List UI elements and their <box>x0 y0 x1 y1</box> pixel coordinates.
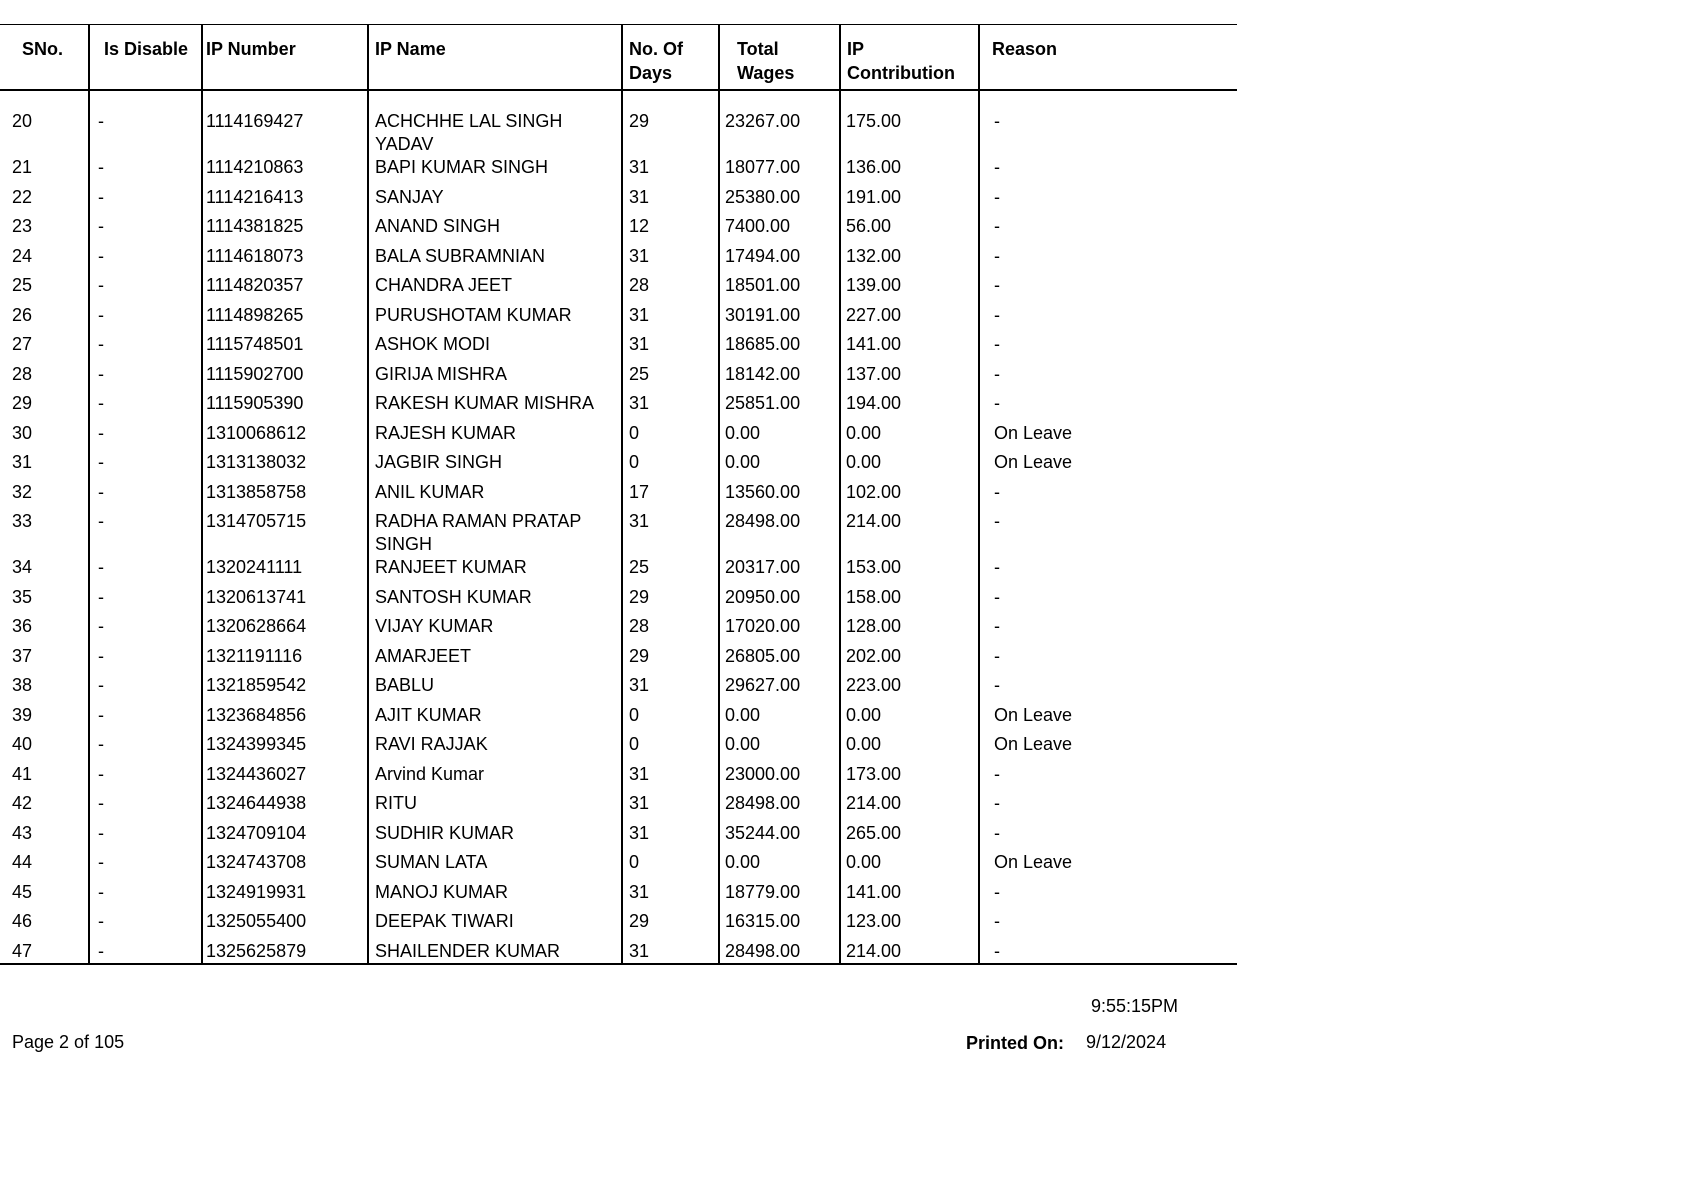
cell-no-of-days: 28 <box>622 615 719 645</box>
cell-is-disable: - <box>89 333 202 363</box>
cell-is-disable: - <box>89 90 202 156</box>
printed-on-date: 9/12/2024 <box>1086 1032 1167 1052</box>
cell-ip-name: SANJAY <box>368 186 622 216</box>
cell-total-wages: 25380.00 <box>719 186 840 216</box>
cell-ip-number: 1323684856 <box>202 704 368 734</box>
cell-ip-name: JAGBIR SINGH <box>368 451 622 481</box>
cell-total-wages: 17020.00 <box>719 615 840 645</box>
cell-is-disable: - <box>89 910 202 940</box>
cell-ip-name: RAKESH KUMAR MISHRA <box>368 392 622 422</box>
cell-sno: 33 <box>0 510 89 556</box>
cell-ip-contribution: 141.00 <box>840 333 979 363</box>
cell-is-disable: - <box>89 556 202 586</box>
cell-sno: 42 <box>0 792 89 822</box>
cell-sno: 21 <box>0 156 89 186</box>
cell-reason: - <box>994 111 1000 131</box>
cell-no-of-days: 28 <box>622 274 719 304</box>
header-ip-name: IP Name <box>368 25 622 91</box>
table-row <box>0 763 1237 793</box>
cell-reason: On Leave <box>994 704 1073 725</box>
header-total-wages <box>719 25 840 91</box>
cell-is-disable: - <box>89 586 202 616</box>
cell-no-of-days: 29 <box>622 586 719 616</box>
cell-sno: 30 <box>0 422 89 452</box>
cell-total-wages: 28498.00 <box>719 792 840 822</box>
header-reason: Reason <box>979 25 1237 91</box>
table-row <box>0 186 1237 216</box>
cell-ip-name: ACHCHHE LAL SINGH YADAV <box>368 90 622 156</box>
cell-ip-number: 1115748501 <box>202 333 368 363</box>
cell-ip-number: 1320628664 <box>202 615 368 645</box>
cell-sno: 35 <box>0 586 89 616</box>
cell-is-disable: - <box>89 940 202 964</box>
cell-ip-number: 1325055400 <box>202 910 368 940</box>
cell-reason: - <box>994 586 1000 607</box>
cell-ip-number: 1114216413 <box>202 186 368 216</box>
cell-total-wages: 13560.00 <box>719 481 840 511</box>
cell-sno: 29 <box>0 392 89 422</box>
cell-sno: 31 <box>0 451 89 481</box>
cell-total-wages: 18685.00 <box>719 333 840 363</box>
table-row <box>0 510 1237 556</box>
cell-sno: 39 <box>0 704 89 734</box>
cell-ip-contribution: 214.00 <box>840 940 979 964</box>
table-row <box>0 615 1237 645</box>
table-row <box>0 556 1237 586</box>
cell-ip-name: ANAND SINGH <box>368 215 622 245</box>
cell-reason: - <box>994 822 1000 843</box>
cell-ip-contribution: 191.00 <box>840 186 979 216</box>
cell-sno: 43 <box>0 822 89 852</box>
cell-ip-contribution: 123.00 <box>840 910 979 940</box>
cell-no-of-days: 29 <box>622 910 719 940</box>
cell-is-disable: - <box>89 792 202 822</box>
table-row <box>0 851 1237 881</box>
cell-no-of-days: 0 <box>622 851 719 881</box>
cell-is-disable: - <box>89 674 202 704</box>
cell-is-disable: - <box>89 733 202 763</box>
cell-sno: 37 <box>0 645 89 675</box>
cell-ip-contribution: 153.00 <box>840 556 979 586</box>
cell-ip-number: 1115902700 <box>202 363 368 393</box>
cell-no-of-days: 25 <box>622 363 719 393</box>
cell-ip-name: VIJAY KUMAR <box>368 615 622 645</box>
table-row <box>0 392 1237 422</box>
cell-is-disable: - <box>89 245 202 275</box>
cell-total-wages: 7400.00 <box>719 215 840 245</box>
cell-reason: On Leave <box>994 422 1073 443</box>
table-row <box>0 245 1237 275</box>
cell-ip-number: 1115905390 <box>202 392 368 422</box>
cell-no-of-days: 31 <box>622 333 719 363</box>
cell-is-disable: - <box>89 186 202 216</box>
header-total-wages-line2: Wages <box>737 63 795 83</box>
cell-total-wages: 18077.00 <box>719 156 840 186</box>
cell-sno: 34 <box>0 556 89 586</box>
cell-no-of-days: 31 <box>622 792 719 822</box>
cell-ip-number: 1114618073 <box>202 245 368 275</box>
cell-ip-name: ASHOK MODI <box>368 333 622 363</box>
cell-no-of-days: 29 <box>622 645 719 675</box>
cell-sno: 20 <box>0 90 89 156</box>
cell-no-of-days: 31 <box>622 186 719 216</box>
table-row <box>0 215 1237 245</box>
cell-is-disable: - <box>89 881 202 911</box>
header-sno: SNo. <box>0 25 89 91</box>
cell-reason: - <box>994 481 1000 502</box>
cell-reason: - <box>994 363 1000 384</box>
cell-is-disable: - <box>89 156 202 186</box>
cell-total-wages: 0.00 <box>719 851 840 881</box>
cell-total-wages: 25851.00 <box>719 392 840 422</box>
cell-no-of-days: 0 <box>622 451 719 481</box>
cell-no-of-days: 0 <box>622 704 719 734</box>
contribution-report <box>0 24 1237 965</box>
printed-on-label: Printed On: <box>966 1033 1064 1053</box>
cell-reason: - <box>994 616 1000 636</box>
header-row <box>0 25 1237 91</box>
cell-reason: - <box>994 763 1000 784</box>
cell-ip-name: AMARJEET <box>368 645 622 675</box>
header-no-of-days-line1: No. Of <box>629 39 683 59</box>
table-row <box>0 733 1237 763</box>
cell-reason: - <box>994 675 1000 695</box>
table-row <box>0 333 1237 363</box>
header-ip-number: IP Number <box>202 25 368 91</box>
cell-is-disable: - <box>89 851 202 881</box>
table-row <box>0 274 1237 304</box>
cell-reason: - <box>994 157 1000 177</box>
cell-ip-contribution: 141.00 <box>840 881 979 911</box>
cell-no-of-days: 31 <box>622 510 719 556</box>
cell-ip-contribution: 194.00 <box>840 392 979 422</box>
cell-is-disable: - <box>89 481 202 511</box>
cell-reason: - <box>994 304 1000 325</box>
table-row <box>0 481 1237 511</box>
cell-ip-name: CHANDRA JEET <box>368 274 622 304</box>
header-ip-contribution <box>840 25 979 91</box>
cell-is-disable: - <box>89 645 202 675</box>
cell-ip-name: ANIL KUMAR <box>368 481 622 511</box>
cell-total-wages: 18779.00 <box>719 881 840 911</box>
cell-total-wages: 17494.00 <box>719 245 840 275</box>
cell-sno: 36 <box>0 615 89 645</box>
cell-ip-name: SHAILENDER KUMAR <box>368 940 622 964</box>
cell-total-wages: 28498.00 <box>719 510 840 556</box>
cell-total-wages: 18501.00 <box>719 274 840 304</box>
cell-ip-contribution: 0.00 <box>840 851 979 881</box>
table-row <box>0 822 1237 852</box>
cell-ip-name: SUMAN LATA <box>368 851 622 881</box>
table-row <box>0 940 1237 964</box>
cell-reason: - <box>994 393 1000 413</box>
cell-ip-contribution: 214.00 <box>840 792 979 822</box>
cell-sno: 41 <box>0 763 89 793</box>
cell-no-of-days: 31 <box>622 392 719 422</box>
cell-ip-contribution: 202.00 <box>840 645 979 675</box>
header-ip-contribution-line2: Contribution <box>847 63 955 83</box>
cell-ip-number: 1313858758 <box>202 481 368 511</box>
cell-ip-contribution: 128.00 <box>840 615 979 645</box>
cell-no-of-days: 0 <box>622 422 719 452</box>
cell-no-of-days: 31 <box>622 940 719 964</box>
cell-reason: On Leave <box>994 852 1073 872</box>
cell-reason: - <box>994 645 1000 666</box>
cell-sno: 32 <box>0 481 89 511</box>
cell-reason: On Leave <box>994 734 1073 754</box>
table-row <box>0 674 1237 704</box>
cell-sno: 24 <box>0 245 89 275</box>
cell-no-of-days: 17 <box>622 481 719 511</box>
cell-sno: 25 <box>0 274 89 304</box>
header-ip-contribution-line1: IP <box>847 39 865 59</box>
cell-sno: 44 <box>0 851 89 881</box>
cell-sno: 27 <box>0 333 89 363</box>
cell-ip-contribution: 132.00 <box>840 245 979 275</box>
cell-reason: - <box>994 911 1000 931</box>
table-row <box>0 304 1237 334</box>
cell-sno: 40 <box>0 733 89 763</box>
cell-ip-contribution: 0.00 <box>840 451 979 481</box>
cell-is-disable: - <box>89 822 202 852</box>
header-total-wages-line1: Total <box>737 39 779 59</box>
cell-no-of-days: 31 <box>622 881 719 911</box>
cell-ip-number: 1314705715 <box>202 510 368 556</box>
cell-reason: - <box>994 275 1000 295</box>
cell-reason: - <box>994 557 1000 577</box>
cell-ip-name: Arvind Kumar <box>368 763 622 793</box>
cell-ip-contribution: 0.00 <box>840 704 979 734</box>
cell-ip-contribution: 223.00 <box>840 674 979 704</box>
cell-ip-name: PURUSHOTAM KUMAR <box>368 304 622 334</box>
cell-no-of-days: 31 <box>622 304 719 334</box>
cell-is-disable: - <box>89 304 202 334</box>
cell-is-disable: - <box>89 704 202 734</box>
table-row <box>0 90 1237 156</box>
cell-ip-name: DEEPAK TIWARI <box>368 910 622 940</box>
table-row <box>0 156 1237 186</box>
cell-reason: On Leave <box>994 452 1073 472</box>
cell-ip-name: RADHA RAMAN PRATAP SINGH <box>368 510 622 556</box>
cell-ip-contribution: 136.00 <box>840 156 979 186</box>
cell-ip-name: GIRIJA MISHRA <box>368 363 622 393</box>
cell-no-of-days: 25 <box>622 556 719 586</box>
cell-reason: - <box>979 940 1237 964</box>
table-row <box>0 363 1237 393</box>
cell-ip-number: 1324709104 <box>202 822 368 852</box>
cell-is-disable: - <box>89 274 202 304</box>
cell-reason: - <box>994 186 1000 207</box>
cell-is-disable: - <box>89 215 202 245</box>
cell-total-wages: 0.00 <box>719 422 840 452</box>
printed-time: 9:55:15PM <box>1091 996 1179 1016</box>
table-row <box>0 881 1237 911</box>
cell-ip-number: 1313138032 <box>202 451 368 481</box>
cell-total-wages: 29627.00 <box>719 674 840 704</box>
cell-sno: 22 <box>0 186 89 216</box>
cell-total-wages: 20317.00 <box>719 556 840 586</box>
cell-is-disable: - <box>89 392 202 422</box>
cell-ip-number: 1114169427 <box>202 90 368 156</box>
cell-sno: 23 <box>0 215 89 245</box>
cell-no-of-days: 31 <box>622 822 719 852</box>
cell-total-wages: 23267.00 <box>719 90 840 156</box>
cell-ip-number: 1114381825 <box>202 215 368 245</box>
cell-ip-name: MANOJ KUMAR <box>368 881 622 911</box>
cell-total-wages: 23000.00 <box>719 763 840 793</box>
table-row <box>0 704 1237 734</box>
cell-total-wages: 35244.00 <box>719 822 840 852</box>
cell-reason: - <box>994 511 1000 531</box>
cell-is-disable: - <box>89 422 202 452</box>
cell-ip-name: SUDHIR KUMAR <box>368 822 622 852</box>
cell-ip-name: BABLU <box>368 674 622 704</box>
table-row <box>0 645 1237 675</box>
cell-ip-name: BALA SUBRAMNIAN <box>368 245 622 275</box>
cell-total-wages: 20950.00 <box>719 586 840 616</box>
cell-ip-contribution: 139.00 <box>840 274 979 304</box>
cell-ip-number: 1324399345 <box>202 733 368 763</box>
cell-reason: - <box>994 881 1000 902</box>
cell-ip-contribution: 227.00 <box>840 304 979 334</box>
cell-total-wages: 28498.00 <box>719 940 840 964</box>
cell-is-disable: - <box>89 510 202 556</box>
cell-is-disable: - <box>89 363 202 393</box>
cell-total-wages: 0.00 <box>719 704 840 734</box>
cell-ip-name: AJIT KUMAR <box>368 704 622 734</box>
cell-ip-number: 1114210863 <box>202 156 368 186</box>
cell-no-of-days: 0 <box>622 733 719 763</box>
table-row <box>0 910 1237 940</box>
cell-reason: - <box>994 793 1000 813</box>
cell-ip-name: SANTOSH KUMAR <box>368 586 622 616</box>
cell-total-wages: 18142.00 <box>719 363 840 393</box>
cell-ip-number: 1324644938 <box>202 792 368 822</box>
cell-ip-contribution: 173.00 <box>840 763 979 793</box>
cell-ip-number: 1320241111 <box>202 556 368 586</box>
cell-no-of-days: 31 <box>622 156 719 186</box>
cell-total-wages: 26805.00 <box>719 645 840 675</box>
cell-reason: - <box>994 216 1000 236</box>
cell-sno: 45 <box>0 881 89 911</box>
cell-ip-contribution: 175.00 <box>840 90 979 156</box>
cell-ip-contribution: 0.00 <box>840 733 979 763</box>
cell-is-disable: - <box>89 451 202 481</box>
cell-ip-number: 1321859542 <box>202 674 368 704</box>
cell-ip-name: RAJESH KUMAR <box>368 422 622 452</box>
cell-ip-number: 1324743708 <box>202 851 368 881</box>
table-row <box>0 586 1237 616</box>
cell-ip-number: 1114898265 <box>202 304 368 334</box>
header-no-of-days <box>622 25 719 91</box>
cell-no-of-days: 31 <box>622 674 719 704</box>
cell-ip-number: 1320613741 <box>202 586 368 616</box>
cell-ip-contribution: 102.00 <box>840 481 979 511</box>
cell-ip-number: 1321191116 <box>202 645 368 675</box>
cell-reason: - <box>994 334 1000 354</box>
table-body <box>0 90 1237 964</box>
cell-total-wages: 0.00 <box>719 733 840 763</box>
cell-ip-contribution: 214.00 <box>840 510 979 556</box>
header-no-of-days-line2: Days <box>629 63 673 83</box>
cell-ip-number: 1310068612 <box>202 422 368 452</box>
cell-reason: - <box>994 245 1000 266</box>
cell-ip-name: RITU <box>368 792 622 822</box>
header-is-disable: Is Disable <box>89 25 202 91</box>
table-header <box>0 25 1237 91</box>
table-row <box>0 451 1237 481</box>
cell-ip-contribution: 265.00 <box>840 822 979 852</box>
cell-ip-number: 1324919931 <box>202 881 368 911</box>
cell-no-of-days: 31 <box>622 763 719 793</box>
cell-no-of-days: 31 <box>622 245 719 275</box>
cell-ip-contribution: 0.00 <box>840 422 979 452</box>
page-number: Page 2 of 105 <box>12 1032 125 1052</box>
cell-ip-name: RANJEET KUMAR <box>368 556 622 586</box>
cell-sno: 38 <box>0 674 89 704</box>
cell-ip-name: RAVI RAJJAK <box>368 733 622 763</box>
cell-ip-number: 1114820357 <box>202 274 368 304</box>
cell-sno: 47 <box>0 940 89 964</box>
cell-ip-number: 1325625879 <box>202 940 368 964</box>
cell-ip-name: BAPI KUMAR SINGH <box>368 156 622 186</box>
cell-total-wages: 30191.00 <box>719 304 840 334</box>
cell-ip-contribution: 56.00 <box>840 215 979 245</box>
cell-sno: 28 <box>0 363 89 393</box>
cell-ip-contribution: 158.00 <box>840 586 979 616</box>
cell-sno: 46 <box>0 910 89 940</box>
cell-is-disable: - <box>89 763 202 793</box>
cell-sno: 26 <box>0 304 89 334</box>
contribution-table <box>0 24 1237 965</box>
cell-total-wages: 16315.00 <box>719 910 840 940</box>
cell-is-disable: - <box>89 615 202 645</box>
cell-ip-contribution: 137.00 <box>840 363 979 393</box>
cell-ip-number: 1324436027 <box>202 763 368 793</box>
table-row <box>0 422 1237 452</box>
cell-total-wages: 0.00 <box>719 451 840 481</box>
table-row <box>0 792 1237 822</box>
cell-no-of-days: 12 <box>622 215 719 245</box>
cell-no-of-days: 29 <box>622 90 719 156</box>
